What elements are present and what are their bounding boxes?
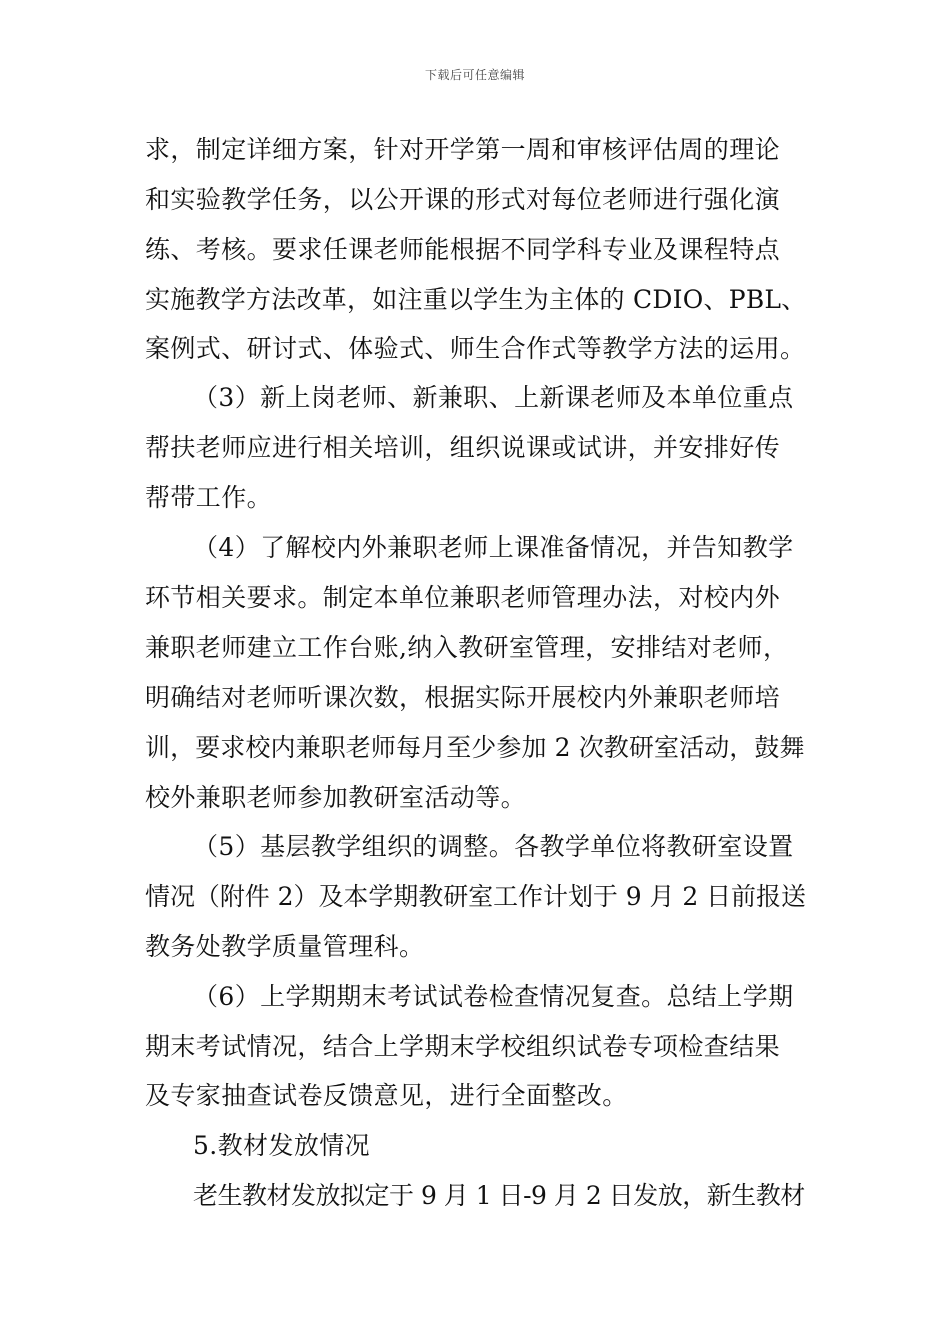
text-line: 明确结对老师听课次数，根据实际开展校内外兼职老师培 bbox=[145, 683, 781, 712]
text-line: 老生教材发放拟定于 9 月 1 日-9 月 2 日发放，新生教材 bbox=[193, 1181, 805, 1210]
text-line: 和实验教学任务，以公开课的形式对每位老师进行强化演 bbox=[145, 185, 781, 214]
text-line: （6）上学期期末考试试卷检查情况复查。总结上学期 bbox=[193, 982, 794, 1011]
section-heading: 5.教材发放情况 bbox=[193, 1131, 371, 1160]
text-line: （5）基层教学组织的调整。各教学单位将教研室设置 bbox=[193, 832, 794, 861]
text-line: （3）新上岗老师、新兼职、上新课老师及本单位重点 bbox=[193, 383, 794, 412]
text-line: 练、考核。要求任课老师能根据不同学科专业及课程特点 bbox=[145, 235, 781, 264]
text-line: 实施教学方法改革，如注重以学生为主体的 CDIO、PBL、 bbox=[145, 285, 807, 314]
text-line: 兼职老师建立工作台账,纳入教研室管理，安排结对老师， bbox=[145, 633, 789, 662]
text-line: 环节相关要求。制定本单位兼职老师管理办法，对校内外 bbox=[145, 583, 781, 612]
page-header: 下载后可任意编辑 bbox=[424, 68, 525, 82]
text-line: 训，要求校内兼职老师每月至少参加 2 次教研室活动，鼓舞 bbox=[145, 733, 805, 762]
text-line: （4）了解校内外兼职老师上课准备情况，并告知教学 bbox=[193, 533, 794, 562]
text-line: 及专家抽查试卷反馈意见，进行全面整改。 bbox=[145, 1081, 628, 1110]
text-line: 期末考试情况，结合上学期末学校组织试卷专项检查结果 bbox=[145, 1032, 781, 1061]
text-line: 教务处教学质量管理科。 bbox=[145, 932, 425, 961]
text-line: 帮带工作。 bbox=[145, 483, 273, 512]
text-line: 帮扶老师应进行相关培训，组织说课或试讲，并安排好传 bbox=[145, 433, 781, 462]
text-line: 求，制定详细方案，针对开学第一周和审核评估周的理论 bbox=[145, 135, 781, 164]
text-line: 情况（附件 2）及本学期教研室工作计划于 9 月 2 日前报送 bbox=[145, 882, 806, 911]
text-line: 案例式、研讨式、体验式、师生合作式等教学方法的运用。 bbox=[145, 334, 806, 363]
text-line: 校外兼职老师参加教研室活动等。 bbox=[145, 783, 527, 812]
